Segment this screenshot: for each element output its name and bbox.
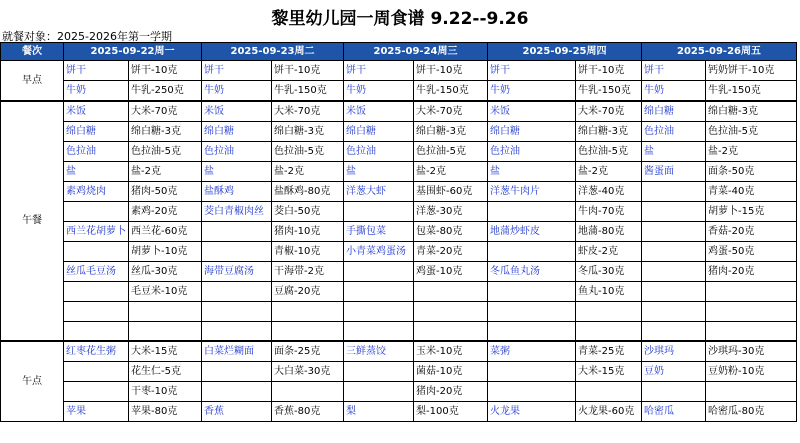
ingredient-cell-fri: 豆奶粉-10克	[706, 361, 797, 381]
dish-cell-fri: 酱蛋面	[642, 162, 706, 182]
dish-cell-fri: 牛奶	[642, 81, 706, 102]
ingredient-cell-mon: 花生仁-5克	[129, 361, 202, 381]
lunch-row	[1, 182, 797, 202]
dish-cell-wed	[344, 361, 414, 381]
dish-cell-mon	[64, 242, 129, 262]
ingredient-cell-mon: 牛乳-250克	[129, 81, 202, 102]
dining-target-label: 就餐对象：2025-2026年第一学期	[2, 30, 172, 43]
dish-cell-mon	[64, 321, 129, 341]
dish-cell-thu: 饼干	[488, 61, 576, 81]
ingredient-cell-fri: 钙奶饼干-10克	[706, 61, 797, 81]
dish-cell-wed	[344, 202, 414, 222]
ingredient-cell-fri	[706, 282, 797, 302]
ingredient-cell-mon	[129, 302, 202, 322]
ingredient-cell-tue: 干海带-2克	[272, 262, 344, 282]
lunch-row	[1, 282, 797, 302]
ingredient-cell-wed	[414, 282, 488, 302]
dish-cell-thu	[488, 361, 576, 381]
ingredient-cell-thu: 虾皮-2克	[576, 242, 642, 262]
dish-cell-tue	[202, 321, 272, 341]
dish-cell-fri	[642, 381, 706, 401]
ingredient-cell-thu: 大米-15克	[576, 361, 642, 381]
ingredient-cell-wed	[414, 321, 488, 341]
ingredient-cell-tue: 盐酥鸡-80克	[272, 182, 344, 202]
ingredient-cell-tue: 茭白-50克	[272, 202, 344, 222]
ingredient-cell-wed: 牛乳-150克	[414, 81, 488, 102]
day-header-fri: 2025-09-26周五	[642, 43, 797, 61]
dish-cell-fri	[642, 222, 706, 242]
lunch-row	[1, 162, 797, 182]
ingredient-cell-tue: 猪肉-10克	[272, 222, 344, 242]
ingredient-cell-wed: 青菜-20克	[414, 242, 488, 262]
ingredient-cell-fri: 青菜-40克	[706, 182, 797, 202]
ingredient-cell-thu	[576, 321, 642, 341]
snack-meal-label: 午点	[1, 341, 64, 422]
dish-cell-fri	[642, 242, 706, 262]
dish-cell-mon: 丝瓜毛豆汤	[64, 262, 129, 282]
dish-cell-tue: 香蕉	[202, 401, 272, 421]
lunch-row	[1, 262, 797, 282]
dish-cell-mon: 西兰花胡萝卜	[64, 222, 129, 242]
ingredient-cell-mon: 猪肉-50克	[129, 182, 202, 202]
dish-cell-wed: 三鲜蒸饺	[344, 341, 414, 362]
ingredient-cell-wed: 玉米-10克	[414, 341, 488, 362]
ingredient-cell-wed: 基围虾-60克	[414, 182, 488, 202]
dish-cell-thu	[488, 242, 576, 262]
dish-cell-mon	[64, 202, 129, 222]
dish-cell-tue: 海带豆腐汤	[202, 262, 272, 282]
dish-cell-fri	[642, 202, 706, 222]
dish-cell-thu	[488, 282, 576, 302]
ingredient-cell-fri: 色拉油-5克	[706, 122, 797, 142]
dish-cell-mon: 苹果	[64, 401, 129, 421]
day-header-mon: 2025-09-22周一	[64, 43, 202, 61]
dish-cell-thu: 色拉油	[488, 142, 576, 162]
ingredient-cell-tue: 豆腐-20克	[272, 282, 344, 302]
dish-cell-tue: 白菜烂糊面	[202, 341, 272, 362]
dish-cell-mon: 米饭	[64, 101, 129, 122]
snack-row	[1, 361, 797, 381]
dish-cell-mon: 红枣花生粥	[64, 341, 129, 362]
ingredient-cell-fri	[706, 321, 797, 341]
ingredient-cell-mon: 大米-15克	[129, 341, 202, 362]
ingredient-cell-thu: 绵白糖-3克	[576, 122, 642, 142]
dish-cell-wed	[344, 282, 414, 302]
dish-cell-mon: 饼干	[64, 61, 129, 81]
dish-cell-wed: 饼干	[344, 61, 414, 81]
day-header-tue: 2025-09-23周二	[202, 43, 344, 61]
dish-cell-mon	[64, 302, 129, 322]
ingredient-cell-wed: 菌菇-10克	[414, 361, 488, 381]
ingredient-cell-wed	[414, 302, 488, 322]
breakfast-meal-label: 早点	[1, 61, 64, 102]
dish-cell-thu	[488, 302, 576, 322]
day-header-wed: 2025-09-24周三	[344, 43, 488, 61]
ingredient-cell-wed: 饼干-10克	[414, 61, 488, 81]
ingredient-cell-tue: 盐-2克	[272, 162, 344, 182]
meal-column-header: 餐次	[1, 43, 64, 61]
lunch-row	[1, 122, 797, 142]
dish-cell-thu: 火龙果	[488, 401, 576, 421]
dish-cell-tue: 绵白糖	[202, 122, 272, 142]
dish-cell-wed: 手撕包菜	[344, 222, 414, 242]
dish-cell-mon: 牛奶	[64, 81, 129, 102]
dish-cell-mon: 素鸡烧肉	[64, 182, 129, 202]
lunch-row	[1, 321, 797, 341]
dish-cell-thu: 绵白糖	[488, 122, 576, 142]
ingredient-cell-fri: 绵白糖-3克	[706, 101, 797, 122]
dish-cell-thu: 洋葱牛肉片	[488, 182, 576, 202]
ingredient-cell-mon: 干枣-10克	[129, 381, 202, 401]
ingredient-cell-wed: 盐-2克	[414, 162, 488, 182]
lunch-row	[1, 202, 797, 222]
ingredient-cell-wed: 包菜-80克	[414, 222, 488, 242]
dish-cell-wed: 洋葱大虾	[344, 182, 414, 202]
dish-cell-thu	[488, 202, 576, 222]
lunch-row	[1, 101, 797, 122]
ingredient-cell-thu: 地蒲-80克	[576, 222, 642, 242]
dish-cell-tue: 盐酥鸡	[202, 182, 272, 202]
snack-row	[1, 341, 797, 362]
dish-cell-mon	[64, 282, 129, 302]
dish-cell-tue: 牛奶	[202, 81, 272, 102]
dish-cell-tue	[202, 381, 272, 401]
ingredient-cell-fri: 面条-50克	[706, 162, 797, 182]
dish-cell-thu: 牛奶	[488, 81, 576, 102]
ingredient-cell-mon: 饼干-10克	[129, 61, 202, 81]
dish-cell-wed: 梨	[344, 401, 414, 421]
breakfast-row	[1, 81, 797, 102]
day-header-thu: 2025-09-25周四	[488, 43, 642, 61]
ingredient-cell-wed: 鸡蛋-10克	[414, 262, 488, 282]
lunch-row	[1, 302, 797, 322]
ingredient-cell-fri: 胡萝卜-15克	[706, 202, 797, 222]
ingredient-cell-thu: 饼干-10克	[576, 61, 642, 81]
dish-cell-thu	[488, 321, 576, 341]
lunch-row	[1, 142, 797, 162]
ingredient-cell-fri: 沙琪玛-30克	[706, 341, 797, 362]
dish-cell-mon: 盐	[64, 162, 129, 182]
breakfast-row	[1, 61, 797, 81]
dish-cell-tue	[202, 302, 272, 322]
ingredient-cell-thu: 盐-2克	[576, 162, 642, 182]
dish-cell-wed	[344, 302, 414, 322]
dish-cell-fri	[642, 321, 706, 341]
ingredient-cell-fri: 哈密瓜-80克	[706, 401, 797, 421]
ingredient-cell-thu	[576, 381, 642, 401]
ingredient-cell-thu: 青菜-25克	[576, 341, 642, 362]
lunch-meal-label: 午餐	[1, 101, 64, 341]
ingredient-cell-tue	[272, 321, 344, 341]
dish-cell-wed: 绵白糖	[344, 122, 414, 142]
ingredient-cell-fri: 牛乳-150克	[706, 81, 797, 102]
ingredient-cell-wed: 绵白糖-3克	[414, 122, 488, 142]
dish-cell-tue: 盐	[202, 162, 272, 182]
dish-cell-fri	[642, 182, 706, 202]
ingredient-cell-mon: 盐-2克	[129, 162, 202, 182]
snack-row	[1, 381, 797, 401]
ingredient-cell-thu: 牛肉-70克	[576, 202, 642, 222]
dish-cell-mon	[64, 381, 129, 401]
dish-cell-tue	[202, 242, 272, 262]
ingredient-cell-tue: 青椒-10克	[272, 242, 344, 262]
dish-cell-wed: 米饭	[344, 101, 414, 122]
dish-cell-thu: 地蒲炒虾皮	[488, 222, 576, 242]
dish-cell-wed: 色拉油	[344, 142, 414, 162]
ingredient-cell-wed: 梨-100克	[414, 401, 488, 421]
dish-cell-thu: 冬瓜鱼丸汤	[488, 262, 576, 282]
ingredient-cell-tue: 牛乳-150克	[272, 81, 344, 102]
dish-cell-tue: 茭白青椒肉丝	[202, 202, 272, 222]
dish-cell-wed: 盐	[344, 162, 414, 182]
ingredient-cell-thu: 大米-70克	[576, 101, 642, 122]
ingredient-cell-mon	[129, 321, 202, 341]
ingredient-cell-fri: 香菇-20克	[706, 222, 797, 242]
weekly-menu-table	[0, 42, 797, 422]
snack-row	[1, 401, 797, 421]
dish-cell-fri: 绵白糖	[642, 101, 706, 122]
lunch-row	[1, 222, 797, 242]
dish-cell-tue: 饼干	[202, 61, 272, 81]
ingredient-cell-fri: 盐-2克	[706, 142, 797, 162]
dish-cell-wed: 牛奶	[344, 81, 414, 102]
ingredient-cell-tue: 面条-25克	[272, 341, 344, 362]
ingredient-cell-mon: 素鸡-20克	[129, 202, 202, 222]
dish-cell-fri	[642, 262, 706, 282]
ingredient-cell-thu	[576, 302, 642, 322]
ingredient-cell-tue	[272, 381, 344, 401]
dish-cell-mon: 绵白糖	[64, 122, 129, 142]
dish-cell-thu: 菜粥	[488, 341, 576, 362]
lunch-row	[1, 242, 797, 262]
dish-cell-fri: 饼干	[642, 61, 706, 81]
ingredient-cell-wed: 色拉油-5克	[414, 142, 488, 162]
ingredient-cell-wed: 大米-70克	[414, 101, 488, 122]
dish-cell-tue	[202, 361, 272, 381]
dish-cell-thu: 盐	[488, 162, 576, 182]
dish-cell-fri: 豆奶	[642, 361, 706, 381]
dish-cell-wed	[344, 262, 414, 282]
ingredient-cell-tue: 绵白糖-3克	[272, 122, 344, 142]
ingredient-cell-tue: 饼干-10克	[272, 61, 344, 81]
dish-cell-mon	[64, 361, 129, 381]
dish-cell-fri	[642, 282, 706, 302]
dish-cell-tue	[202, 282, 272, 302]
header-row	[1, 43, 797, 61]
ingredient-cell-wed: 洋葱-30克	[414, 202, 488, 222]
dish-cell-wed	[344, 381, 414, 401]
ingredient-cell-mon: 色拉油-5克	[129, 142, 202, 162]
dish-cell-fri: 色拉油	[642, 122, 706, 142]
dish-cell-fri: 沙琪玛	[642, 341, 706, 362]
ingredient-cell-tue: 大白菜-30克	[272, 361, 344, 381]
ingredient-cell-thu: 鱼丸-10克	[576, 282, 642, 302]
ingredient-cell-thu: 洋葱-40克	[576, 182, 642, 202]
dish-cell-thu: 米饭	[488, 101, 576, 122]
ingredient-cell-fri	[706, 381, 797, 401]
ingredient-cell-mon: 绵白糖-3克	[129, 122, 202, 142]
ingredient-cell-tue: 香蕉-80克	[272, 401, 344, 421]
ingredient-cell-mon: 西兰花-60克	[129, 222, 202, 242]
dish-cell-mon: 色拉油	[64, 142, 129, 162]
ingredient-cell-mon: 毛豆米-10克	[129, 282, 202, 302]
ingredient-cell-thu: 色拉油-5克	[576, 142, 642, 162]
menu-body	[1, 61, 797, 422]
dish-cell-tue: 色拉油	[202, 142, 272, 162]
ingredient-cell-thu: 牛乳-150克	[576, 81, 642, 102]
dish-cell-tue	[202, 222, 272, 242]
dish-cell-thu	[488, 381, 576, 401]
dish-cell-fri: 盐	[642, 142, 706, 162]
dish-cell-wed	[344, 321, 414, 341]
page-title: 黎里幼儿园一周食谱 9.22--9.26	[271, 9, 529, 29]
ingredient-cell-mon: 大米-70克	[129, 101, 202, 122]
ingredient-cell-thu: 火龙果-60克	[576, 401, 642, 421]
ingredient-cell-mon: 丝瓜-30克	[129, 262, 202, 282]
dish-cell-fri	[642, 302, 706, 322]
ingredient-cell-wed: 猪肉-20克	[414, 381, 488, 401]
ingredient-cell-tue: 大米-70克	[272, 101, 344, 122]
dish-cell-wed: 小青菜鸡蛋汤	[344, 242, 414, 262]
ingredient-cell-fri: 鸡蛋-50克	[706, 242, 797, 262]
ingredient-cell-fri	[706, 302, 797, 322]
ingredient-cell-tue: 色拉油-5克	[272, 142, 344, 162]
ingredient-cell-thu: 冬瓜-30克	[576, 262, 642, 282]
ingredient-cell-tue	[272, 302, 344, 322]
ingredient-cell-mon: 胡萝卜-10克	[129, 242, 202, 262]
dish-cell-tue: 米饭	[202, 101, 272, 122]
dish-cell-fri: 哈密瓜	[642, 401, 706, 421]
ingredient-cell-fri: 猪肉-20克	[706, 262, 797, 282]
ingredient-cell-mon: 苹果-80克	[129, 401, 202, 421]
